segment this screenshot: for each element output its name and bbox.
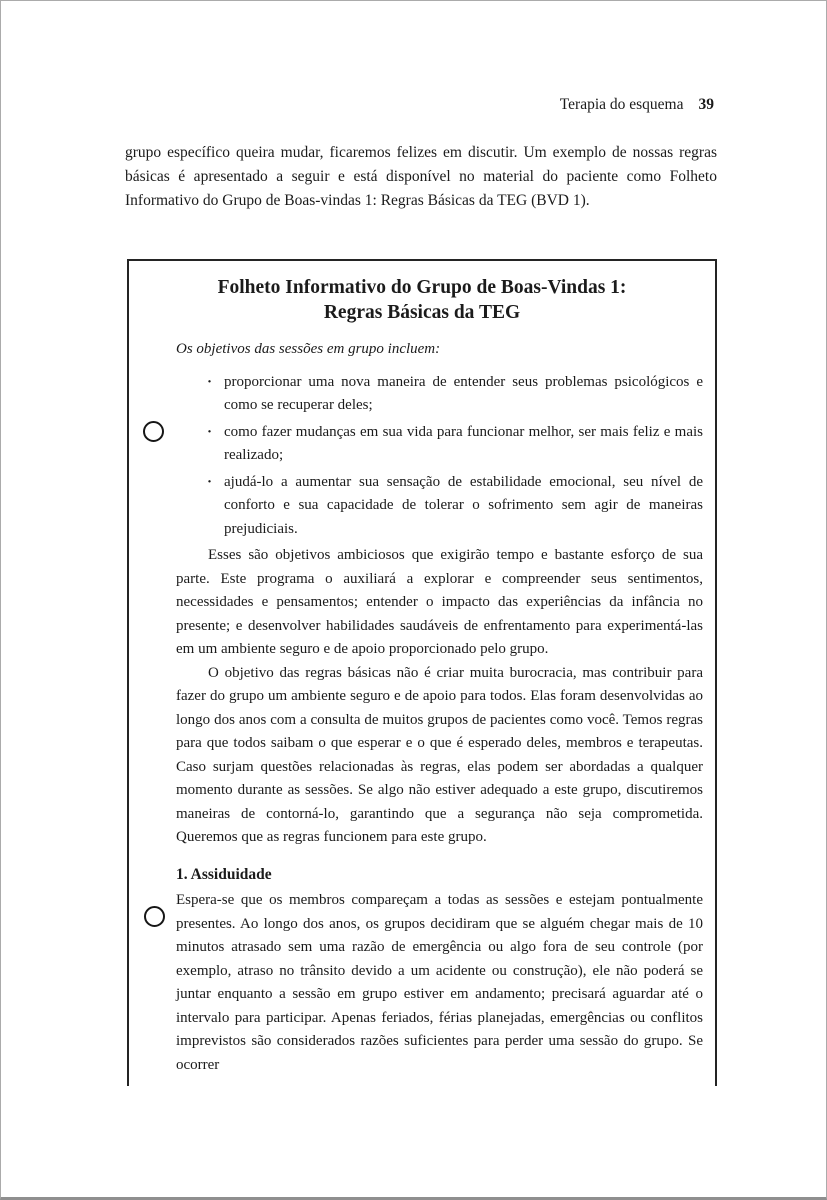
handout-box <box>127 259 717 1086</box>
objective-text: ajudá-lo a aumentar sua sensação de estabilidade emocional, seu nível de conforto e sua capacidade de tolerar o sofrimento sem agir de maneiras prejudiciais. <box>224 473 703 537</box>
handout-title <box>129 275 715 325</box>
objectives-lead-in: Os objetivos das sessões em grupo incluem: <box>176 341 441 357</box>
punch-hole-mark <box>144 906 165 927</box>
handout-paragraph: O objetivo das regras básicas não é criar muita burocracia, mas contribuir para fazer do grupo um ambiente seguro e de apoio para todos. Elas foram desenvolvidas ao longo dos anos com a consulta de muitos grupos de pacientes como você. Temos regras para que todos saibam o que esperar e o que é esperado deles, membros e terapeutas. Caso surjam questões relacionadas às regras, elas podem ser abordadas a qualquer momento durante as sessões. Se algo não estiver adequado a este grupo, discutiremos maneiras de contorná-lo, garantindo que a segurança não seja comprometida. Queremos que as regras funcionem para este grupo. <box>176 664 703 845</box>
punch-hole-mark <box>143 421 164 442</box>
page-number: 39 <box>698 96 714 113</box>
running-title: Terapia do esquema <box>559 96 684 113</box>
handout-title-line-1: Folheto Informativo do Grupo de Boas-Vindas 1: <box>217 277 627 298</box>
section-body-assiduidade: Espera-se que os membros compareçam a todas as sessões e estejam pontualmente presentes. Ao longo dos anos, os grupos decidiram que se alguém chegar mais de 10 minutos atrasado sem uma razão de emergência ou algo fora de seu controle (por exemplo, atraso no trânsito devido a um acidente ou construção), ele não poderá se juntar enquanto a sessão em grupo estiver em andamento; precisará aguardar até o intervalo para participar. Apenas feriados, férias planejadas, emergências ou conflitos imprevistos são considerados razões suficientes para perder uma sessão do grupo. Se ocorrer <box>176 892 703 1073</box>
objective-item <box>176 421 703 468</box>
intro-paragraph: grupo específico queira mudar, ficaremos felizes em discutir. Um exemplo de nossas regras básicas é apresentado a seguir e está disponível no material do paciente como Folheto Informativo do Grupo de Boas-vindas 1: Regras Básicas da TEG (BVD 1). <box>125 144 717 209</box>
objective-item <box>176 371 703 418</box>
handout-paragraph: Esses são objetivos ambiciosos que exigirão tempo e bastante esforço de sua parte. Este programa o auxiliará a explorar e compreender seus sentimentos, necessidades e pensamentos; entender o impacto das experiências da infância no presente; e desenvolver habilidades saudáveis de enfrentamento para experimentá-las em um ambiente seguro e de apoio proporcionado pelo grupo. <box>176 547 703 657</box>
objective-text: como fazer mudanças em sua vida para funcionar melhor, ser mais feliz e mais realizado; <box>224 423 703 463</box>
bullet-dot-icon: · <box>207 373 213 390</box>
objective-item <box>176 471 703 542</box>
running-head <box>560 95 714 115</box>
bullet-dot-icon: · <box>207 423 213 440</box>
objectives-list <box>176 371 703 542</box>
section-heading-assiduidade: 1. Assiduidade <box>176 865 272 883</box>
objective-text: proporcionar uma nova maneira de entender seus problemas psicológicos e como se recuperar deles; <box>224 373 703 413</box>
bullet-dot-icon: · <box>207 473 213 490</box>
handout-title-line-2: Regras Básicas da TEG <box>323 302 521 323</box>
